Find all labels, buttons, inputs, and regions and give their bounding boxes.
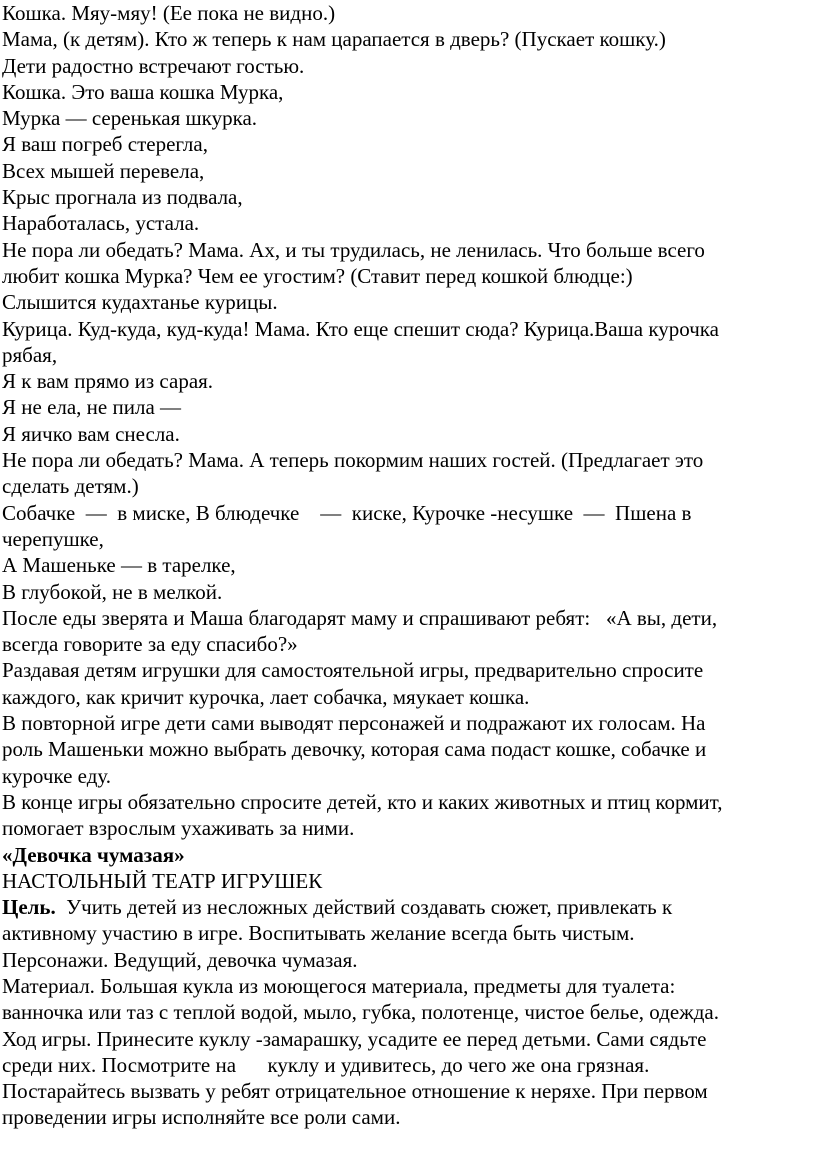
text-line: сделать детям.) xyxy=(2,474,139,499)
text-line: Собачке — в миске, В блюдечке — киске, Курочке -несушке — Пшена в xyxy=(2,500,692,525)
text-line: рябая, xyxy=(2,342,58,367)
text-line: роль Машеньки можно выбрать девочку, которая сама подаст кошке, собачке и xyxy=(2,737,707,762)
text-line: После еды зверята и Маша благодарят маму и спрашивают ребят: «А вы, дети, xyxy=(2,605,718,630)
text-line: Крыс прогнала из подвала, xyxy=(2,185,243,210)
text-block-description xyxy=(2,894,816,1131)
goal-label: Цель. xyxy=(2,895,56,920)
text-line: Кошка. Это ваша кошка Мурка, xyxy=(2,79,284,104)
text-line: Мурка — серенькая шкурка. xyxy=(2,106,258,131)
text-line: среди них. Посмотрите на куклу и удивитесь, до чего же она грязная. xyxy=(2,1052,650,1077)
text-line: Мама, (к детям). Кто ж теперь к нам царапается в дверь? (Пускает кошку.) xyxy=(2,27,666,52)
text-line: В глубокой, не в мелкой. xyxy=(2,579,223,604)
text-line: Всех мышей перевела, xyxy=(2,158,205,183)
text-line: Не пора ли обедать? Мама. Ах, и ты трудилась, не ленилась. Что больше всего xyxy=(2,237,705,262)
text-line: Слышится кудахтанье курицы. xyxy=(2,290,278,315)
text-line: Дети радостно встречают гостью. xyxy=(2,53,305,78)
text-line: любит кошка Мурка? Чем ее угостим? (Ставит перед кошкой блюдце:) xyxy=(2,263,633,288)
text-line: каждого, как кричит курочка, лает собачка, мяукает кошка. xyxy=(2,684,530,709)
text-line: Я к вам прямо из сарая. xyxy=(2,369,214,394)
text-line: помогает взрослым ухаживать за ними. xyxy=(2,816,355,841)
text-block-dialogue xyxy=(2,0,816,842)
text-line: Материал. Большая кукла из моющегося материала, предметы для туалета: xyxy=(2,973,676,998)
text-line: Я яичко вам снесла. xyxy=(2,421,180,446)
text-line: Не пора ли обедать? Мама. А теперь покормим наших гостей. (Предлагает это xyxy=(2,448,704,473)
text-line: всегда говорите за еду спасибо?» xyxy=(2,632,298,657)
text-line: В повторной игре дети сами выводят персонажей и подражают их голосам. На xyxy=(2,711,706,736)
text-line: Я не ела, не пила — xyxy=(2,395,182,420)
goal-text: Учить детей из несложных действий создавать сюжет, привлекать к xyxy=(55,895,673,920)
text-line: Персонажи. Ведущий, девочка чумазая. xyxy=(2,947,358,972)
text-line: Наработалась, устала. xyxy=(2,211,200,236)
text-line: Раздавая детям игрушки для самостоятельной игры, предварительно спросите xyxy=(2,658,704,683)
text-line: черепушке, xyxy=(2,526,104,551)
text-line: проведении игры исполняйте все роли сами. xyxy=(2,1105,401,1130)
text-line: ванночка или таз с теплой водой, мыло, губка, полотенце, чистое белье, одежда. xyxy=(2,1000,719,1025)
text-line: А Машеньке — в тарелке, xyxy=(2,553,236,578)
text-line: Курица. Куд-куда, куд-куда! Мама. Кто еще спешит сюда? Курица.Ваша курочка xyxy=(2,316,719,341)
text-line: активному участию в игре. Воспитывать желание всегда быть чистым. xyxy=(2,921,635,946)
text-line: курочке еду. xyxy=(2,763,112,788)
text-line: Кошка. Мяу-мяу! (Ее пока не видно.) xyxy=(2,1,336,25)
section-subtitle: НАСТОЛЬНЫЙ ТЕАТР ИГРУШЕК xyxy=(2,868,323,893)
section-title: «Девочка чумазая» xyxy=(2,842,185,867)
text-line: Постарайтесь вызвать у ребят отрицательное отношение к неряхе. При первом xyxy=(2,1079,708,1104)
goal-line xyxy=(2,894,816,920)
section-heading xyxy=(2,842,816,895)
text-line: В конце игры обязательно спросите детей, кто и каких животных и птиц кормит, xyxy=(2,789,723,814)
text-line: Ход игры. Принесите куклу -замарашку, усадите ее перед детьми. Сами сядьте xyxy=(2,1026,707,1051)
text-line: Я ваш погреб стерегла, xyxy=(2,132,208,157)
